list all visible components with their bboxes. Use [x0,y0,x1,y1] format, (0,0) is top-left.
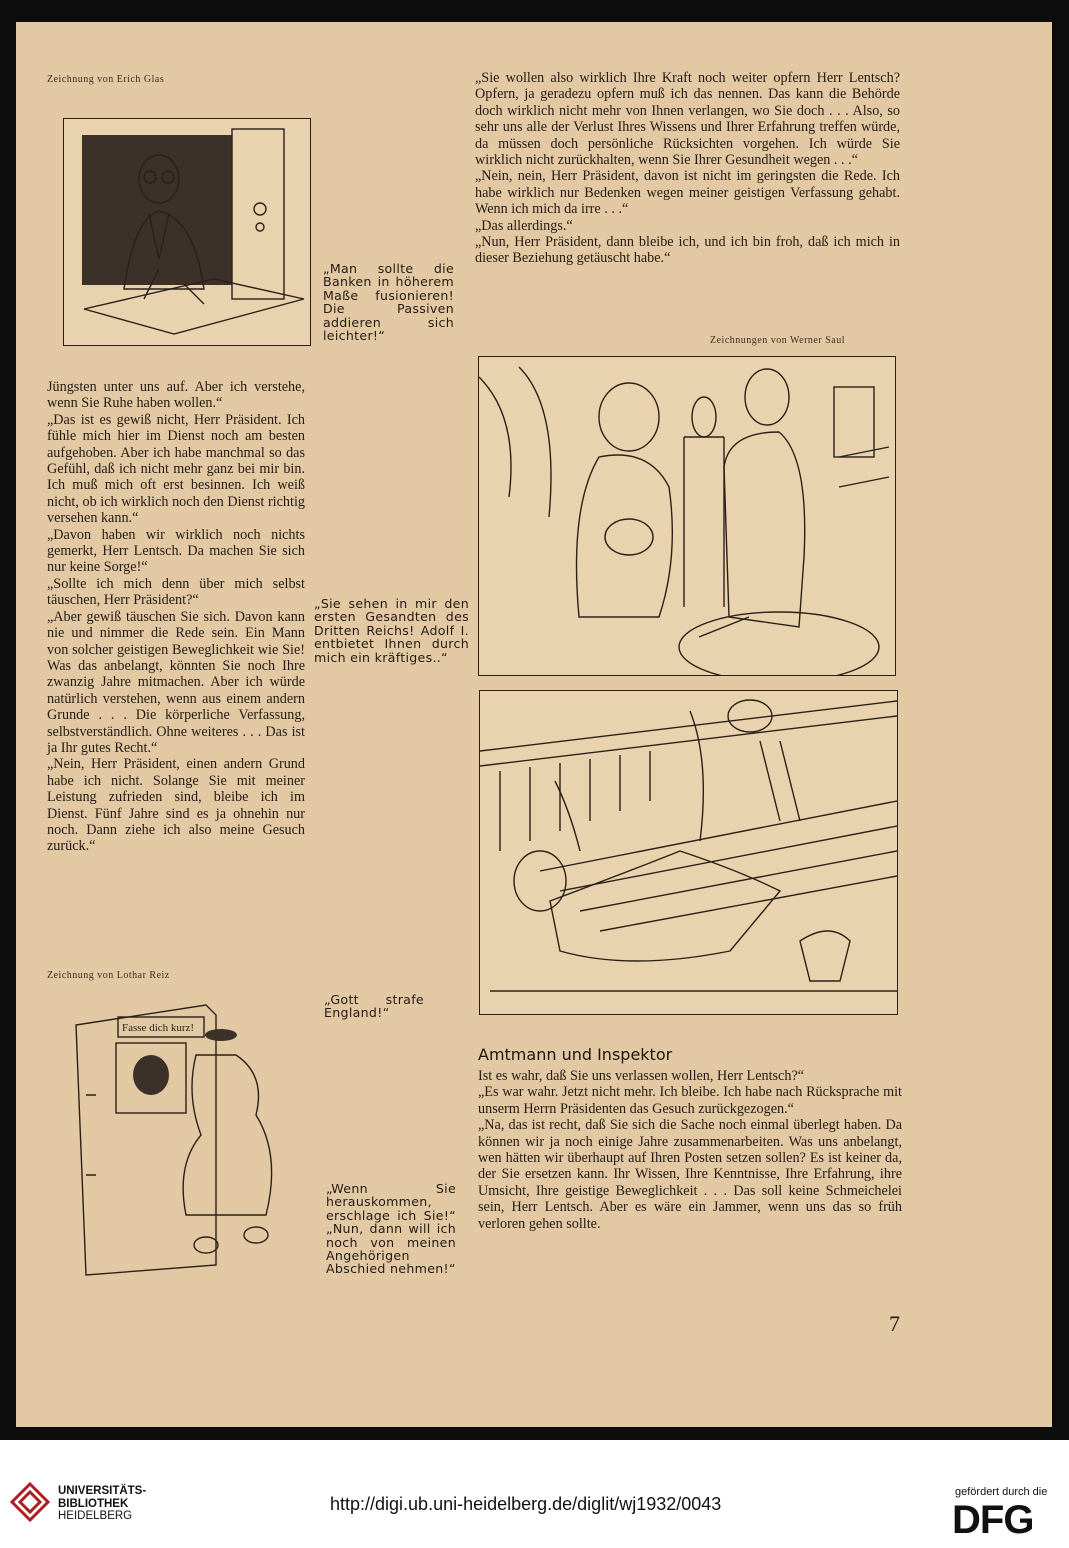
page-number: 7 [889,1311,900,1336]
paragraph: Ist es wahr, daß Sie uns verlassen wollen, Herr Lentsch?“ [478,1068,805,1084]
paragraph: Jüngsten unter uns auf. Aber ich verstehe, wenn Sie Ruhe haben wollen.“ [47,379,305,412]
funding-note: gefördert durch die [955,1486,1048,1498]
paragraph: „Nein, nein, Herr Präsident, davon ist nicht im geringsten die Rede. Ich habe wirklich nur Bedenken wegen meiner geistigen Verfassung gehabt. Wenn ich mich da irre . . .“ [475,168,900,218]
illustration-credit-reiz: Zeichnung von Lothar Reiz [47,970,170,981]
paragraph: „Nun, Herr Präsident, dann bleibe ich, und ich bin froh, daß ich mich in dieser Beziehung getäuscht habe.“ [475,234,900,267]
paragraph: „Nein, Herr Präsident, einen andern Grund habe ich nicht. Solange Sie mit meiner Leistung zufrieden sind, bleibe ich im Dienst. Fünf Jahre sind es ja ohnehin nur noch. Dann ziehe ich also meine Gesuch zurück.“ [47,756,305,855]
illustration-credit-glas: Zeichnung von Erich Glas [47,74,165,85]
stairs-drawing [480,691,897,1014]
banker-drawing [64,119,310,345]
dialogue-block-top-right [475,70,900,267]
paragraph: „Es war wahr. Jetzt nicht mehr. Ich bleibe. Ich habe nach Rücksprache mit unserm Herrn Präsidenten das Gesuch zurückgezogen.“ [478,1084,902,1117]
cartoon-man-falling-stairs [479,690,898,1015]
paragraph: „Sollte ich mich denn über mich selbst täuschen, Herr Präsident?“ [47,575,305,609]
source-url-link[interactable]: http://digi.ub.uni-heidelberg.de/diglit/wj1932/0043 [330,1494,722,1514]
ambassador-drawing [479,357,895,675]
paragraph: „Aber gewiß täuschen Sie sich. Davon kann nie und nimmer die Rede sein. Ein Mann von solcher geistigen Beweglichkeit wie Sie! Was das anbelangt, könnten Sie noch Ihre zwanzig Jahre mitmachen. Aber ich würde natürlich verstehen, wenn aus einem andern Grunde . . . Die körperliche Verfassung, selbstverständlich. Ohne weiteres . . . Das ist ja Ihr gutes Recht.“ [47,608,305,756]
dialogue-block-left [47,379,305,855]
phone-booth-drawing [66,995,306,1285]
illustration-credit-saul: Zeichnungen von Werner Saul [710,335,845,346]
paragraph: „Das ist es gewiß nicht, Herr Präsident. Ich fühle mich hier im Dienst noch am besten aufgehoben. Aber ich habe manchmal so das Gefühl, daß ich nicht mehr ganz bei mir bin. Ich muß mich oft erst besinnen. Ich weiß nicht, ob ich wirklich noch den Dienst richtig versehen kann.“ [47,411,305,527]
cartoon-phone-booth [66,995,306,1285]
caption-banks-merge: „Man sollte die Banken in höherem Maße fusionieren! Die Passiven addieren sich leichter!“ [323,261,454,344]
paragraph: „Na, das ist recht, daß Sie sich die Sache noch einmal überlegt haben. Da können wir ja noch einige Jahre zusammenarbeiten. Was uns anbelangt, wen hätten wir überhaupt auf Ihren Posten setzen sollen? Es ist keiner da, der Sie ersetzen kann. Ihr Wissen, Ihre Kenntnisse, Ihre Erfahrung, ihre Umsicht, Ihre geistige Beweglichkeit . . . Das soll keine Schmeichelei sein, Herr Lentsch. Aber es wäre ein Jammer, wenn uns das so früh verloren gehen sollte. [478,1117,902,1232]
booth-sign-text: Fasse dich kurz! [122,1022,195,1034]
caption-ambassador: „Sie sehen in mir den ersten Gesandten des Dritten Reichs! Adolf I. entbietet Ihnen durch mich ein kräftiges..“ [314,596,469,665]
caption-phone-booth: „Wenn Sie herauskommen, erschlage ich Sie!“ „Nun, dann will ich noch von meinen Angehörigen Abschied nehmen!“ [326,1181,456,1277]
cartoon-ambassador-greeting [478,356,896,676]
article-body [478,1068,902,1232]
dfg-logo: DFG [952,1498,1034,1542]
university-library-logo-icon [10,1482,50,1528]
paragraph: „Das allerdings.“ [475,217,573,234]
caption-gott-strafe-england: „Gott strafe England!“ [324,992,424,1021]
cartoon-banker-at-desk [63,118,311,346]
article-title: Amtmann und Inspektor [478,1045,673,1064]
library-name: UNIVERSITÄTS- BIBLIOTHEK HEIDELBERG [58,1485,147,1522]
paragraph: „Davon haben wir wirklich noch nichts gemerkt, Herr Lentsch. Da machen Sie sich nur keine Sorge!“ [47,526,305,576]
paragraph: „Sie wollen also wirklich Ihre Kraft noch weiter opfern Herr Lentsch? Opfern, ja geradezu opfern muß ich das nennen. Das kann die Behörde doch wirklich nicht mehr von Ihnen verlangen, wo Sie doch . . . Also, so sehr uns alle der Verlust Ihres Wissens und Ihrer Erfahrung treffen würde, da müssen doch persönliche Rücksichten vorgehen. Ich würde Sie wirklich nicht zurückhalten, wenn Sie Ihrer Gesundheit wegen . . .“ [475,70,900,169]
